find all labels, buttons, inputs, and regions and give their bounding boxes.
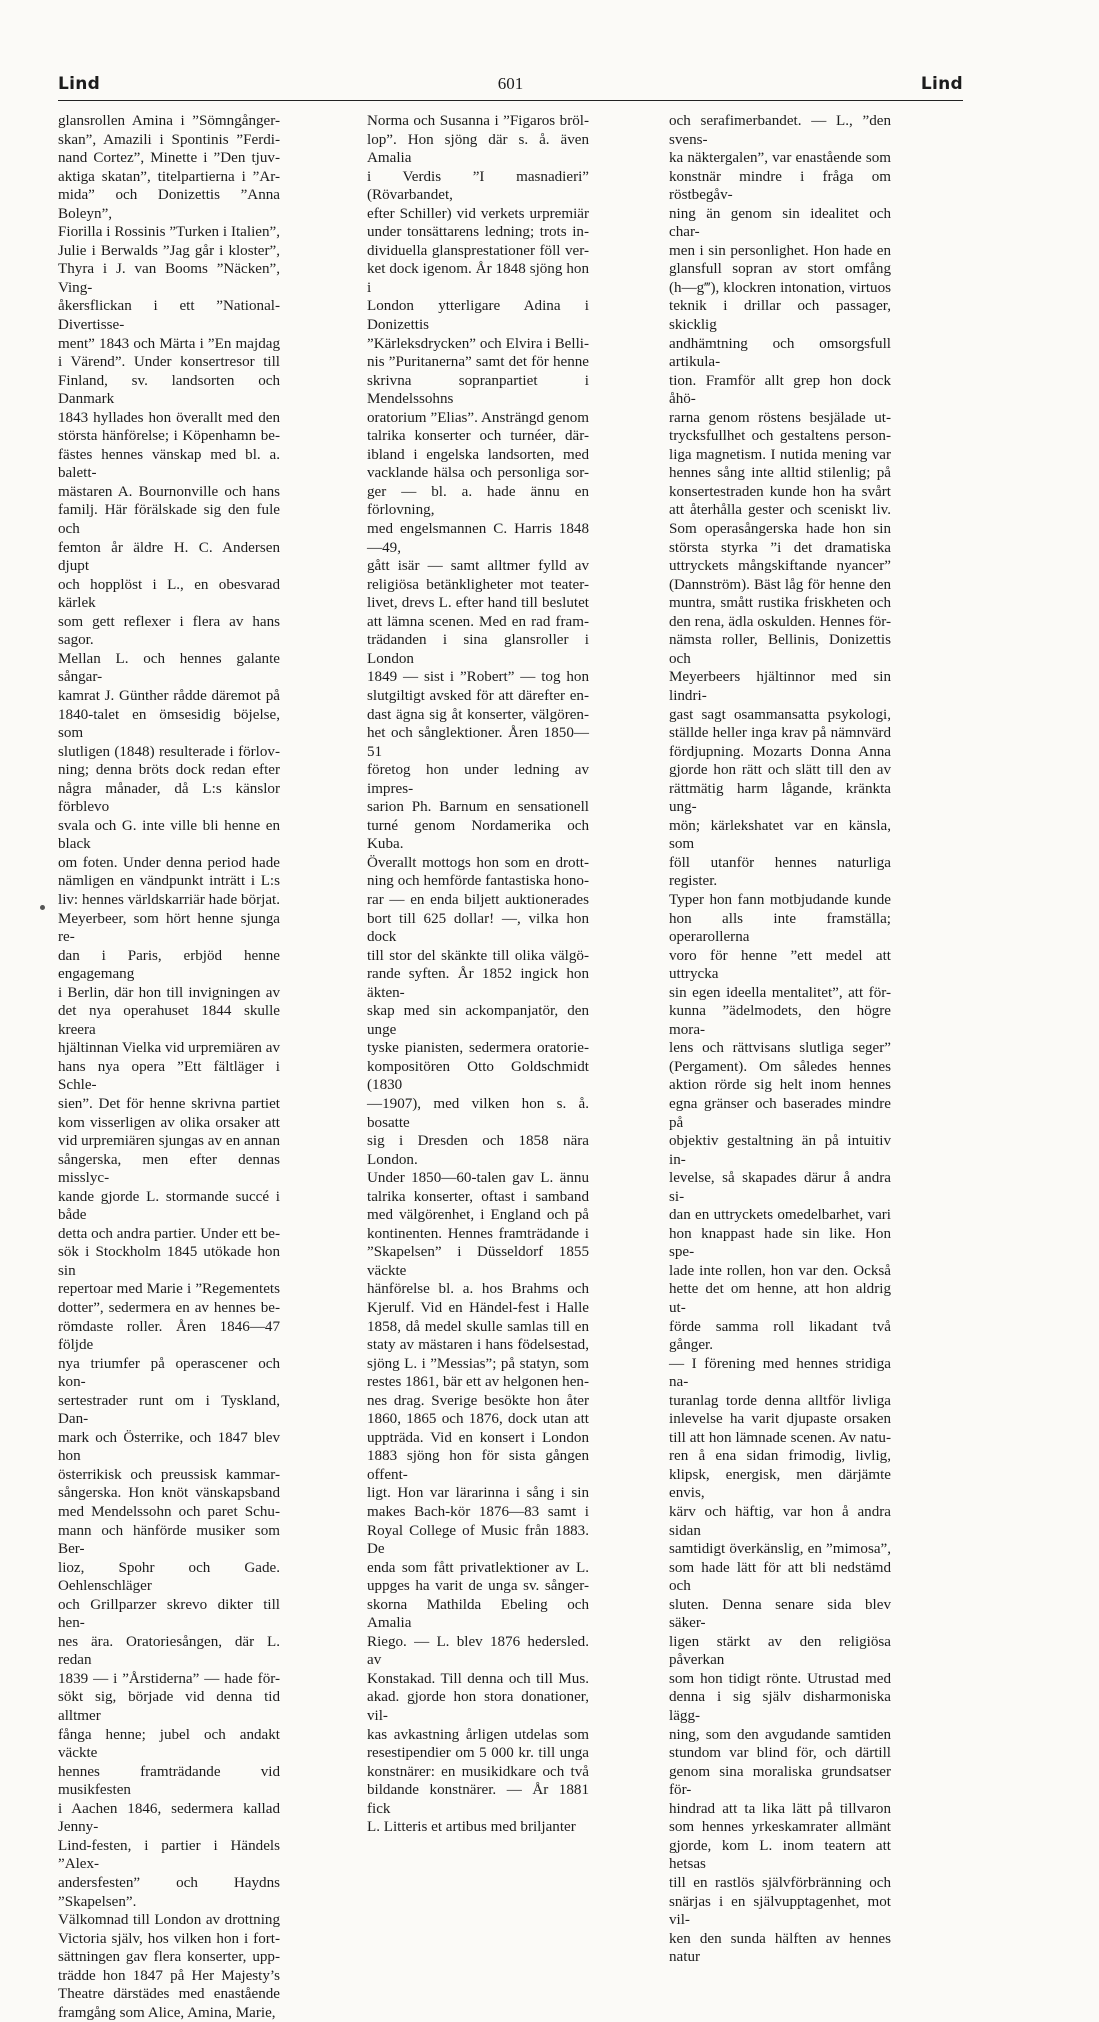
text-line: gjorde hon rätt och slätt till den av [669,762,891,779]
text-line: egna gränser och baserades mindre på [669,1095,891,1131]
text-line: dan en uttryckets omedelbarhet, vari [669,1207,891,1224]
text-line: 1840-talet en ömsesidig böjelse, som [58,706,280,742]
text-line: skan”, Amazili i Spontinis ”Ferdi- [58,131,280,148]
text-line: kunna ”ädelmodets, den högre mora- [669,1003,891,1038]
text-line: svala och G. inte ville bli henne en black [58,817,280,853]
text-line: det nya operahuset 1844 skulle kreera [58,1003,280,1038]
text-line: ment” 1843 och Märta i ”En majdag [58,335,280,352]
text-line: sättningen gav flera konserter, upp- [58,1949,280,1966]
text-line: aktiga skatan”, titelpartierna i ”Ar- [58,168,280,185]
text-line: med engelsmannen C. Harris 1848—49, [367,521,589,556]
text-line: glansrollen Amina i ”Sömngånger- [58,113,280,129]
text-line: lop”. Hon sjöng där s. å. även Amalia [367,131,589,167]
text-line: hennes framträdande vid musikfesten [58,1763,280,1799]
text-line: teknik i drillar och passager, skicklig [669,298,891,334]
text-line: sångerska. Hon knöt vänskapsband [58,1485,280,1502]
text-line: Kjerulf. Vid en Händel-fest i Halle [367,1300,589,1316]
text-line: dotter”, sedermera en av hennes be- [58,1300,280,1316]
text-line: slutligen (1848) resulterade i förlov- [58,743,280,760]
text-line: Finland, sv. landsorten och Danmark [58,372,280,408]
text-line: i Aachen 1846, sedermera kallad Jenny- [58,1800,280,1836]
text-line: sertestrader runt om i Tyskland, Dan- [58,1392,280,1428]
text-line: —1907), med vilken hon s. å. bosatte [367,1095,589,1131]
text-line: men i sin personlighet. Hon hade en [669,242,891,259]
page-number: 601 [497,74,524,93]
text-line: nis ”Puritanerna” samt det för henne [367,354,589,371]
text-line: enda som fått privatlektioner av L. [367,1559,589,1576]
text-column-3 [669,112,891,1967]
text-line: Meyerbeer, som hört henne sjunga re- [58,910,280,946]
text-line: Lind-festen, i partier i Händels ”Alex- [58,1837,280,1873]
header-rule [58,100,963,101]
text-line: hänförelse bl. a. hos Brahms och [367,1281,589,1298]
text-line: 1839 — i ”Årstiderna” — hade för- [58,1670,280,1687]
text-line: ken den sunda hälften av hennes natur [669,1930,891,1966]
text-line: som gett reflexer i flera av hans sagor. [58,613,280,649]
text-line: hans nya opera ”Ett fältläger i Schle- [58,1058,280,1094]
text-line: aktion rörde sig helt inom hennes [669,1077,891,1094]
text-line: gast sagt osammansatta psykologi, [669,706,891,723]
text-line: dast ägna sig åt konserter, välgören- [367,706,589,723]
text-line: sök i Stockholm 1845 utökade hon sin [58,1244,280,1279]
text-line: Välkomnad till London av drottning [58,1912,280,1929]
text-line: Victoria själv, hos vilken hon i fort- [58,1930,280,1947]
text-line: till att hon lämnade scenen. Av natu- [669,1429,891,1446]
text-line: 1843 hyllades hon överallt med den [58,409,280,426]
text-line: ”Skapelsen” i Düsseldorf 1855 väckte [367,1244,589,1279]
text-line: samtidigt överkänslig, en ”mimosa”, [669,1541,891,1558]
text-line: Typer hon fann motbjudande kunde [669,891,891,908]
running-head-right: Lind [920,74,963,94]
text-line: fördjupning. Mozarts Donna Anna [669,743,891,760]
text-line: vid urpremiären sjungas av en annan [58,1133,280,1150]
text-line: andersfesten” och Haydns ”Skapelsen”. [58,1874,280,1910]
text-line: till stor del skänkte till olika välgö- [367,947,589,964]
text-line: slutgiltigt avsked för att därefter en- [367,687,589,704]
text-line: uppges ha varit de unga sv. sånger- [367,1578,589,1595]
text-line: Julie i Berwalds ”Jag går i kloster”, [58,242,280,259]
text-line: sin egen ideella mentalitet”, att för- [669,984,891,1001]
text-line: denna i sig själv disharmoniska lägg- [669,1689,891,1725]
text-line: och Grillparzer skrevo dikter till hen- [58,1596,280,1632]
text-line: kom visserligen av olika orsaker att [58,1114,280,1131]
text-line: Fiorilla i Rossinis ”Turken i Italien”, [58,224,280,241]
text-line: staty av mästaren i hans födelsestad, [367,1337,589,1354]
text-line: ger — bl. a. hade ännu en förlovning, [367,483,589,519]
text-line: kas avkastning årligen utdelas som [367,1726,589,1743]
text-line: talrika konserter och turnéer, där- [367,428,589,445]
text-line: ställde heller inga krav på nämnvärd [669,725,891,742]
text-line: akad. gjorde hon stora donationer, vil- [367,1689,589,1725]
text-line: sökt sig, började vid denna tid alltmer [58,1689,280,1725]
text-line: kamrat J. Günther rådde däremot på [58,687,280,704]
text-line: turanlag torde denna alltför livliga [669,1392,891,1409]
text-line: tyske pianisten, sedermera oratorie- [367,1040,589,1057]
text-line: att lämna scenen. Med en rad fram- [367,613,589,630]
text-line: trädde hon 1847 på Her Majesty’s [58,1967,280,1984]
text-line: som hon tidigt rönte. Utrustad med [669,1670,891,1687]
text-line: (h—g‴), klockren intonation, virtuos [669,279,891,296]
text-line: London ytterligare Adina i Donizettis [367,298,589,334]
text-line: i Verdis ”I masnadieri” (Rövarbandet, [367,168,589,204]
text-line: att återhålla gester och sceniskt liv. [669,502,891,519]
text-line: familj. Här förälskade sig den fule och [58,502,280,538]
text-line: oratorium ”Elias”. Ansträngd genom [367,409,589,426]
text-line: 1849 — sist i ”Robert” — tog hon [367,669,589,686]
text-line: föll utanför hennes naturliga register. [669,854,891,890]
text-line: het och sånglektioner. Åren 1850—51 [367,725,589,760]
text-line: nya triumfer på operascener och kon- [58,1355,280,1391]
text-line: ren å ena sidan frimodig, livlig, [669,1448,891,1465]
text-line: lens och rättvisans slutliga seger” [669,1040,891,1057]
text-line: restes 1861, bär ett av helgonen hen- [367,1374,589,1391]
text-line: Som operasångerska hade hon sin [669,521,891,538]
text-line: liga magnetism. I nutida mening var [669,446,891,463]
text-line: 1883 sjöng hon för sista gången offent- [367,1448,589,1483]
text-line: största styrka ”i det dramatiska [669,539,891,556]
text-line: hon alls inte framställa; operarollerna [669,910,891,946]
text-line: och hopplöst i L., en obesvarad kärlek [58,576,280,612]
text-line: gjorde, kom L. inom teatern att hetsas [669,1837,891,1873]
text-line: i Värend”. Under konsertresor till [58,354,280,371]
text-line: voro för henne ”ett medel att uttrycka [669,947,891,983]
text-line: nand Cortez”, Minette i ”Den tjuv- [58,150,280,167]
text-line: lioz, Spohr och Gade. Oehlenschläger [58,1559,280,1595]
text-line: stundom var blind för, och därtill [669,1745,891,1762]
text-line: till en rastlös självförbränning och [669,1874,891,1891]
text-line: hon knappast hade sin like. Hon spe- [669,1225,891,1261]
text-line: rättmätig harm lågande, kränkta ung- [669,780,891,816]
text-line: ning och hemförde fantastiska hono- [367,873,589,890]
text-line: ka näktergalen”, var enastående som [669,150,891,167]
text-line: snärjas i en självupptagenhet, mot vil- [669,1893,891,1929]
text-line: ket dock igenom. År 1848 sjöng hon i [367,261,589,296]
text-line: inlevelse ha varit djupaste orsaken [669,1411,891,1428]
text-line: talrika konserter, oftast i samband [367,1188,589,1205]
text-line: fästes hennes vänskap med bl. a. balett- [58,446,280,482]
text-line: tion. Framför allt grep hon dock åhö- [669,372,891,408]
text-line: römdaste roller. Åren 1846—47 följde [58,1318,280,1354]
text-line: mön; kärlekshatet var en känsla, som [669,817,891,853]
text-line: — I förening med hennes stridiga na- [669,1355,891,1391]
text-line: företog hon under ledning av impres- [367,762,589,797]
text-line: Under 1850—60-talen gav L. ännu [367,1170,589,1187]
text-line: ning, som den avgudande samtiden [669,1726,891,1743]
text-line: hjältinnan Vielka vid urpremiären av [58,1040,280,1057]
text-line: bildande konstnärer. — År 1881 fick [367,1782,589,1817]
text-line: Royal College of Music från 1883. De [367,1522,589,1558]
text-line: Mellan L. och hennes galante sångar- [58,650,280,686]
text-column-2 [367,112,589,1837]
text-line: kärv och häftig, var hon å andra sidan [669,1504,891,1539]
text-line: nämsta roller, Bellinis, Donizettis och [669,632,891,667]
text-line: hette det om henne, att hon aldrig ut- [669,1281,891,1316]
text-line: liv: hennes världskarriär hade börjat. [58,891,280,908]
text-line: den rena, ädla oskulden. Hennes för- [669,613,891,630]
text-line: i Berlin, där hon till invigningen av [58,984,280,1001]
text-line: konstnär mindre i fråga om röstbegåv- [669,168,891,204]
text-line: kontinenten. Hennes framträdande i [367,1225,589,1242]
text-line: femton år äldre H. C. Andersen djupt [58,539,280,575]
text-line: Thyra i J. van Booms ”Näcken”, Ving- [58,261,280,296]
text-line: fånga henne; jubel och andakt väckte [58,1726,280,1762]
text-line: hennes sång inte alltid stilenlig; på [669,465,891,482]
text-line: konsertestraden kunde hon ha svårt [669,483,891,500]
text-line: mästaren A. Bournonville och hans [58,483,280,500]
text-line: med Mendelssohn och paret Schu- [58,1504,280,1521]
text-line: under tonsättarens ledning; trots in- [367,224,589,241]
text-line: nes drag. Sverige besökte hon åter [367,1392,589,1409]
text-line: som hade lätt för att bli nedstämd och [669,1559,891,1595]
text-line: 1860, 1865 och 1876, dock utan att [367,1411,589,1428]
text-line: sarion Ph. Barnum en sensationell [367,799,589,816]
text-line: kompositören Otto Goldschmidt (1830 [367,1058,589,1094]
text-line: skorna Mathilda Ebeling och Amalia [367,1596,589,1632]
text-line: hindrad att ta lika lätt på tillvaron [669,1800,891,1817]
text-line: nes ära. Oratoriesången, där L. redan [58,1633,280,1669]
text-line: efter Schiller) vid verkets urpremiär [367,205,589,222]
text-line: skap med sin ackompanjatör, den unge [367,1003,589,1038]
margin-mark [40,905,45,910]
text-line: österrikisk och preussisk kammar- [58,1466,280,1483]
text-line: rarna genom röstens besjälade ut- [669,409,891,426]
text-line: Meyerbeers hjältinnor med sin lindri- [669,669,891,704]
text-line: Norma och Susanna i ”Figaros bröl- [367,113,589,129]
text-line: turné genom Nordamerika och Kuba. [367,817,589,853]
text-line: andhämtning och omsorgsfull artikula- [669,335,891,371]
text-line: levelse, så skapades därur å andra si- [669,1170,891,1205]
text-line: mida” och Donizettis ”Anna Boleyn”, [58,187,280,222]
text-line: nämligen en vändpunkt inträtt i L:s [58,873,280,890]
text-column-1 [58,112,280,2022]
text-line: livet, drevs L. efter hand till beslutet [367,595,589,612]
text-line: 1858, då medel skulle samlas till en [367,1318,589,1335]
text-line: genom sina moraliska grundsatser för- [669,1763,891,1799]
text-line: största hänförelse; i Köpenhamn be- [58,428,280,445]
text-line: åkersflickan i ett ”National-Divertisse- [58,298,280,334]
text-line: förde samma roll likadant två gånger. [669,1318,891,1354]
text-line: uppträda. Vid en konsert i London [367,1429,589,1446]
text-line: med välgörenhet, i England och på [367,1207,589,1224]
text-line: sien”. Det för henne skrivna partiet [58,1095,280,1112]
running-head [58,74,963,100]
text-line: sig i Dresden och 1858 nära London. [367,1133,589,1168]
text-line: vacklande hälsa och personliga sor- [367,465,589,482]
text-line: dividuella glansprestationer föll ver- [367,242,589,259]
text-line: Konstakad. Till denna och till Mus. [367,1670,589,1687]
text-line: rar — en enda biljett auktionerades [367,891,589,908]
text-line: lade inte rollen, hon var den. Också [669,1262,891,1279]
text-line: (Pergament). Om således hennes [669,1058,891,1075]
text-line: om foten. Under denna period hade [58,854,280,871]
text-line: dan i Paris, erbjöd henne engagemang [58,947,280,983]
text-line: sångerska, men efter dennas misslyc- [58,1151,280,1187]
text-line: uttryckets mångskiftande nyancer” [669,558,891,575]
text-line: muntra, smått rustika friskheten och [669,595,891,612]
text-line: ning; denna bröts dock redan efter [58,762,280,779]
text-line: mann och hänförde musiker som Ber- [58,1522,280,1558]
text-line: religiösa betänkligheter mot teater- [367,576,589,593]
text-line: sjöng L. i ”Messias”; på statyn, som [367,1355,589,1372]
text-line: och serafimerbandet. — L., ”den svens- [669,113,891,148]
text-line: ibland i engelska landsorten, med [367,446,589,463]
text-line: repertoar med Marie i ”Regementets [58,1281,280,1298]
text-line: resestipendier om 5 000 kr. till unga [367,1745,589,1762]
text-line: bort till 625 dollar! —, vilka hon dock [367,910,589,946]
text-line: rande syften. År 1852 ingick hon äkten- [367,966,589,1001]
text-line: mark och Österrike, och 1847 blev hon [58,1429,280,1465]
text-line: ning än genom sin idealitet och char- [669,205,891,241]
text-line: Överallt mottogs hon som en drott- [367,854,589,871]
text-line: framgång som Alice, Amina, Marie, [58,2004,276,2021]
text-line: Riego. — L. blev 1876 hedersled. av [367,1633,589,1669]
text-line: trädanden i sina glansroller i London [367,632,589,667]
text-line: ligen stärkt av den religiösa påverkan [669,1633,891,1669]
text-line: detta och andra partier. Under ett be- [58,1225,280,1242]
text-line: klipsk, energisk, men därjämte envis, [669,1466,891,1502]
text-line: glansfull sopran av stort omfång [669,261,891,278]
text-line: trycksfullhet och gestaltens person- [669,428,891,445]
text-line: objektiv gestaltning än på intuitiv in- [669,1133,891,1168]
text-line: kande gjorde L. stormande succé i både [58,1188,280,1224]
text-line: som hennes yrkeskamrater allmänt [669,1819,891,1836]
running-head-left: Lind [58,74,101,94]
text-line: (Dannström). Bäst låg för henne den [669,576,891,593]
text-line: sluten. Denna senare sida blev säker- [669,1596,891,1632]
text-line: Theatre därstädes med enastående [58,1986,280,2003]
text-line: några månader, då L:s känslor förblevo [58,780,280,816]
text-line: ligt. Hon var lärarinna i sång i sin [367,1485,589,1502]
text-line: L. Litteris et artibus med briljanter [367,1819,576,1836]
text-line: ”Kärleksdrycken” och Elvira i Belli- [367,335,589,352]
text-line: skrivna sopranpartiet i Mendelssohns [367,372,589,408]
text-line: konstnärer: en musikidkare och två [367,1763,589,1780]
text-line: gått isär — samt alltmer fylld av [367,558,589,575]
text-line: makes Bach-kör 1876—83 samt i [367,1504,589,1521]
